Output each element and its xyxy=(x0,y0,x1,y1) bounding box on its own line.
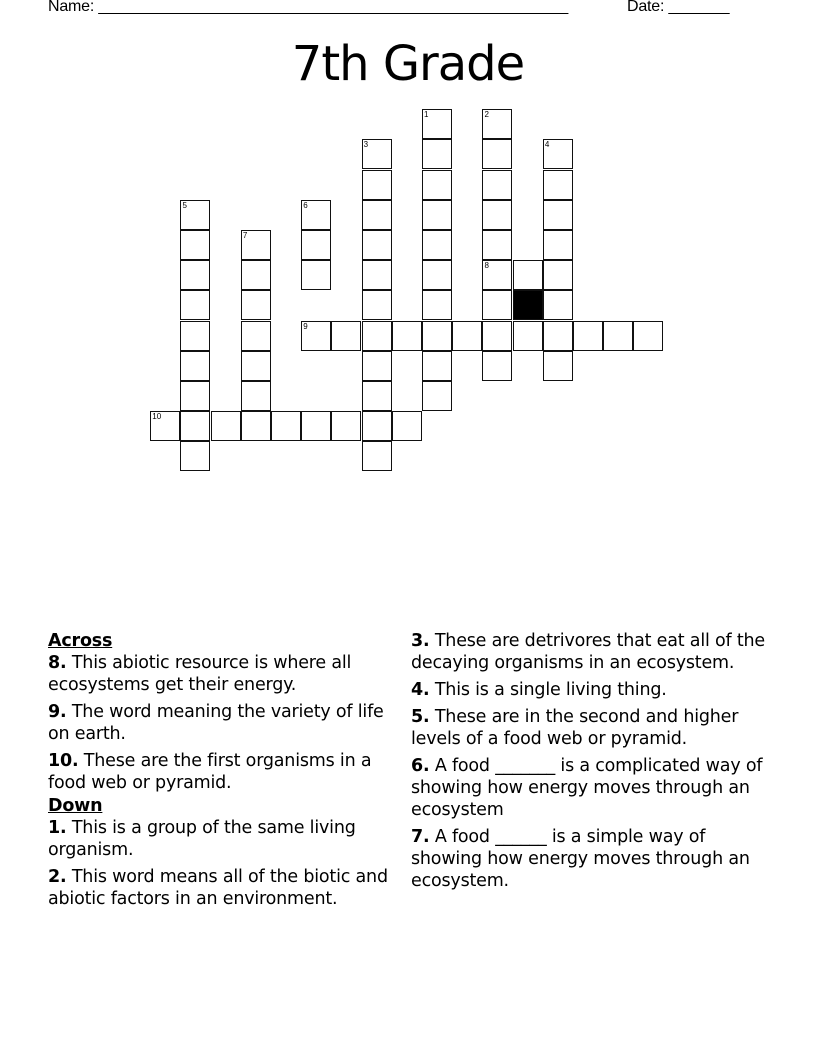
clue-number: 5. xyxy=(411,707,430,727)
clue-down-7 xyxy=(411,826,781,892)
grid-cell[interactable] xyxy=(362,441,392,471)
grid-cell[interactable] xyxy=(422,109,452,139)
cell-number: 8 xyxy=(484,261,489,271)
clue-number: 8. xyxy=(48,653,67,673)
grid-cell[interactable] xyxy=(331,411,361,441)
grid-cell[interactable] xyxy=(362,321,392,351)
grid-cell[interactable] xyxy=(422,200,452,230)
clue-text: This abiotic resource is where all ecosystems get their energy. xyxy=(48,653,352,695)
clues-left-column xyxy=(48,630,393,915)
grid-cell[interactable] xyxy=(211,411,241,441)
grid-cell[interactable] xyxy=(513,260,543,290)
clue-text: A food ______ is a simple way of showing how energy moves through an ecosystem. xyxy=(411,827,750,891)
grid-cell[interactable] xyxy=(633,321,663,351)
clue-number: 2. xyxy=(48,867,67,887)
clue-down-1 xyxy=(48,817,393,861)
cell-number: 9 xyxy=(303,321,308,331)
grid-cell[interactable] xyxy=(543,170,573,200)
clue-text: These are detrivores that eat all of the decaying organisms in an ecosystem. xyxy=(411,631,765,673)
grid-cell[interactable] xyxy=(150,411,180,441)
grid-cell[interactable] xyxy=(180,441,210,471)
cell-number: 2 xyxy=(484,110,489,120)
black-cell xyxy=(513,290,543,320)
clue-down-6 xyxy=(411,755,781,821)
grid-cell[interactable] xyxy=(392,321,422,351)
grid-cell[interactable] xyxy=(392,411,422,441)
clue-down-5 xyxy=(411,706,781,750)
grid-cell[interactable] xyxy=(362,411,392,441)
clue-across-10 xyxy=(48,750,393,794)
cell-number: 3 xyxy=(363,140,369,150)
grid-cell[interactable] xyxy=(241,230,271,260)
grid-cell[interactable] xyxy=(603,321,633,351)
grid-cell[interactable] xyxy=(180,411,210,441)
grid-cell[interactable] xyxy=(452,321,482,351)
grid-cell[interactable] xyxy=(543,351,573,381)
grid-cell[interactable] xyxy=(241,290,271,320)
grid-cell[interactable] xyxy=(331,321,361,351)
clue-number: 7. xyxy=(411,827,430,847)
clue-number: 4. xyxy=(411,680,430,700)
clues-right-column xyxy=(411,630,781,897)
clue-number: 3. xyxy=(411,631,430,651)
clue-text: These are the first organisms in a food web or pyramid. xyxy=(48,751,372,793)
cell-number: 10 xyxy=(152,412,162,422)
clue-down-3 xyxy=(411,630,781,674)
grid-cell[interactable] xyxy=(271,411,301,441)
clue-number: 9. xyxy=(48,702,67,722)
grid-cell[interactable] xyxy=(543,139,573,169)
grid-cell[interactable] xyxy=(482,109,512,139)
grid-cell[interactable] xyxy=(180,230,210,260)
down-heading: Down xyxy=(48,796,103,816)
grid-cell[interactable] xyxy=(180,260,210,290)
grid-cell[interactable] xyxy=(422,381,452,411)
clue-down-4 xyxy=(411,679,781,701)
clue-text: These are in the second and higher levels of a food web or pyramid. xyxy=(411,707,739,749)
grid-cell[interactable] xyxy=(241,351,271,381)
grid-cell[interactable] xyxy=(362,290,392,320)
clue-number: 10. xyxy=(48,751,79,771)
clue-text: This word means all of the biotic and abiotic factors in an environment. xyxy=(48,867,388,909)
grid-cell[interactable] xyxy=(422,230,452,260)
across-heading: Across xyxy=(48,631,113,651)
clue-across-8 xyxy=(48,652,393,696)
grid-cell[interactable] xyxy=(482,230,512,260)
grid-cell[interactable] xyxy=(301,321,331,351)
grid-cell[interactable] xyxy=(301,230,331,260)
grid-cell[interactable] xyxy=(241,411,271,441)
grid-cell[interactable] xyxy=(241,321,271,351)
clue-text: This is a group of the same living organism. xyxy=(48,818,356,860)
clue-text: The word meaning the variety of life on earth. xyxy=(48,702,384,744)
grid-cell[interactable] xyxy=(422,351,452,381)
grid-cell[interactable] xyxy=(241,260,271,290)
grid-cell[interactable] xyxy=(180,290,210,320)
grid-cell[interactable] xyxy=(543,230,573,260)
grid-cell[interactable] xyxy=(543,200,573,230)
grid-cell[interactable] xyxy=(422,139,452,169)
name-field[interactable]: Name: ______________________________________________________ xyxy=(48,0,569,15)
clue-number: 1. xyxy=(48,818,67,838)
clue-text: A food _______ is a complicated way of showing how energy moves through an ecosystem xyxy=(411,756,763,820)
grid-cell[interactable] xyxy=(301,200,331,230)
grid-cell[interactable] xyxy=(362,200,392,230)
grid-cell[interactable] xyxy=(422,170,452,200)
grid-cell[interactable] xyxy=(573,321,603,351)
date-field[interactable]: Date: _______ xyxy=(627,0,730,15)
grid-cell[interactable] xyxy=(362,351,392,381)
grid-cell[interactable] xyxy=(482,170,512,200)
clue-number: 6. xyxy=(411,756,430,776)
grid-cell[interactable] xyxy=(180,351,210,381)
grid-cell[interactable] xyxy=(301,260,331,290)
grid-cell[interactable] xyxy=(543,290,573,320)
grid-cell[interactable] xyxy=(180,381,210,411)
clue-across-9 xyxy=(48,701,393,745)
cell-number: 4 xyxy=(544,140,550,150)
grid-cell[interactable] xyxy=(482,260,512,290)
cell-number: 6 xyxy=(303,200,308,210)
grid-cell[interactable] xyxy=(513,321,543,351)
grid-cell[interactable] xyxy=(543,260,573,290)
page-title: 7th Grade xyxy=(291,36,525,92)
grid-cell[interactable] xyxy=(362,381,392,411)
clue-text: This is a single living thing. xyxy=(434,680,667,700)
grid-cell[interactable] xyxy=(482,200,512,230)
clue-down-2 xyxy=(48,866,393,910)
grid-cell[interactable] xyxy=(482,351,512,381)
grid-cell[interactable] xyxy=(362,170,392,200)
grid-cell[interactable] xyxy=(482,321,512,351)
grid-cell[interactable] xyxy=(180,200,210,230)
grid-cell[interactable] xyxy=(422,290,452,320)
grid-cell[interactable] xyxy=(482,290,512,320)
cell-number: 7 xyxy=(242,231,248,241)
grid-cell[interactable] xyxy=(362,260,392,290)
grid-cell[interactable] xyxy=(422,260,452,290)
grid-cell[interactable] xyxy=(362,230,392,260)
grid-cell[interactable] xyxy=(543,321,573,351)
grid-cell[interactable] xyxy=(301,411,331,441)
cell-number: 1 xyxy=(424,110,429,120)
grid-cell[interactable] xyxy=(180,321,210,351)
grid-cell[interactable] xyxy=(482,139,512,169)
grid-cell[interactable] xyxy=(241,381,271,411)
grid-cell[interactable] xyxy=(362,139,392,169)
cell-number: 5 xyxy=(182,200,187,210)
grid-cell[interactable] xyxy=(422,321,452,351)
